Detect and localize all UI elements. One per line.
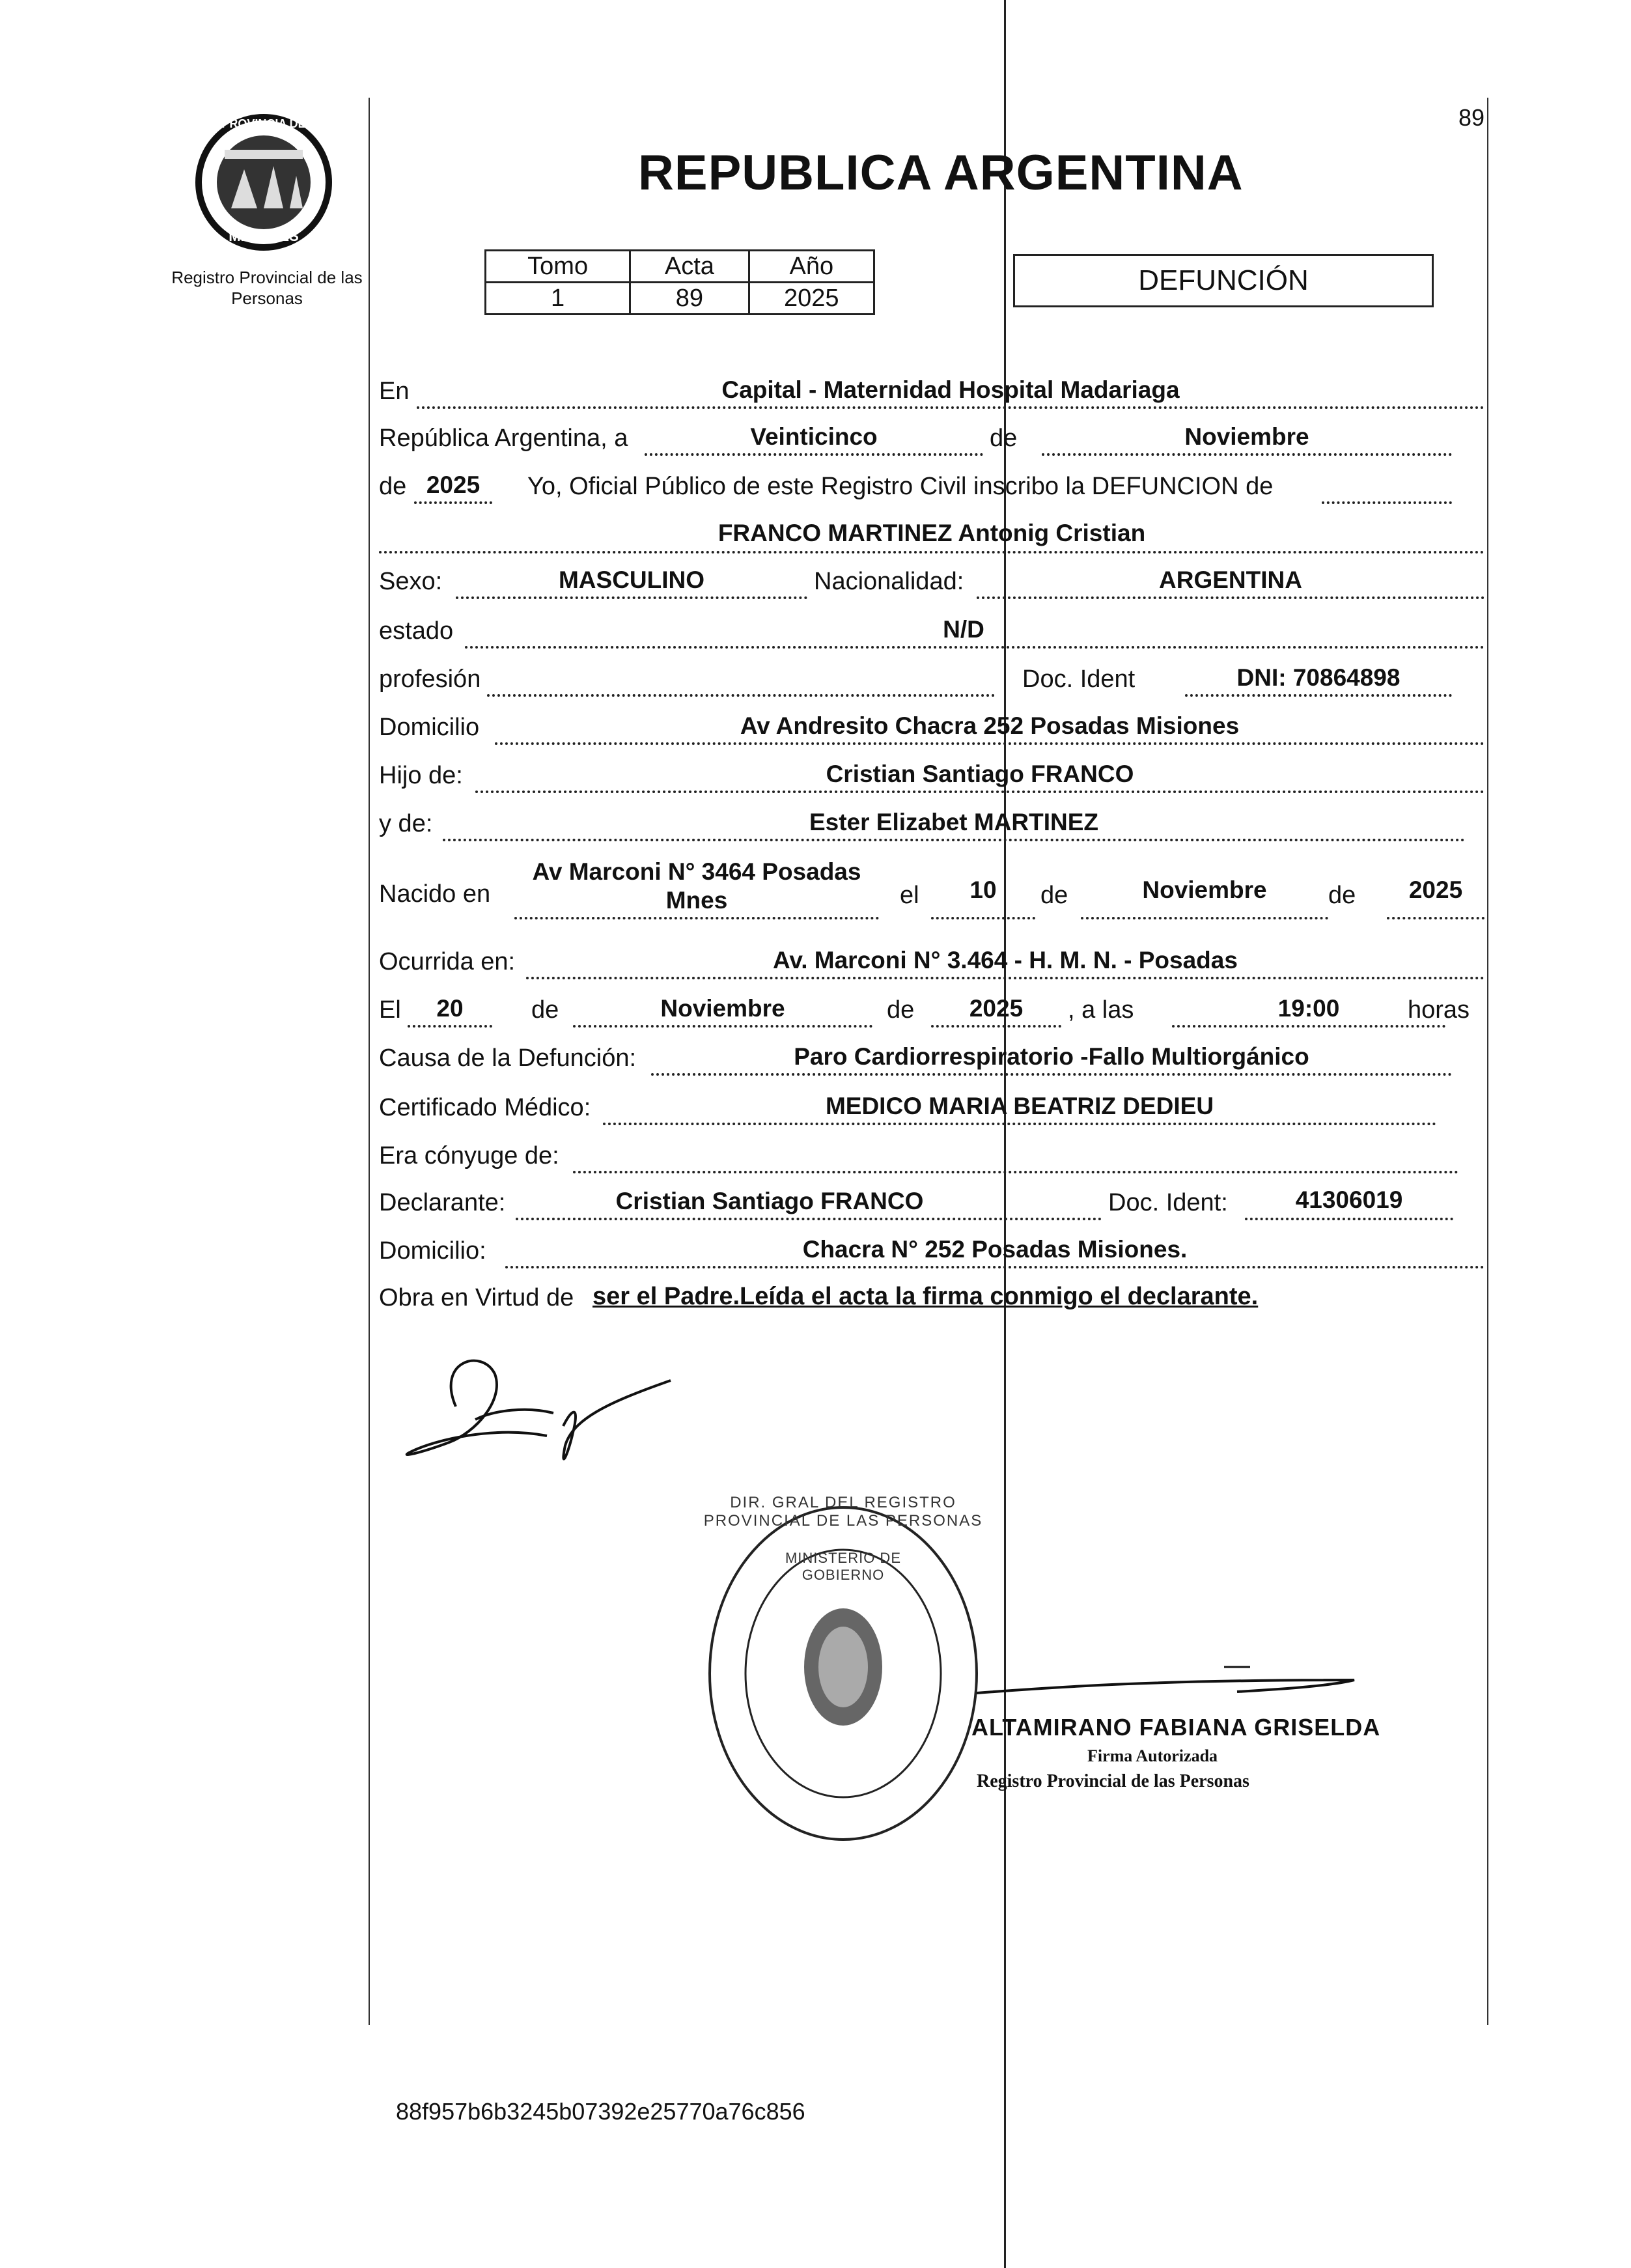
doc-ident-label2: Doc. Ident: <box>1108 1189 1228 1216</box>
table-value-acta: 89 <box>630 283 749 315</box>
document-hash: 88f957b6b3245b07392e25770a76c856 <box>396 2098 805 2125</box>
year-value: 2025 <box>426 471 481 498</box>
signatory-title: Firma Autorizada <box>1087 1746 1218 1765</box>
death-year: 2025 <box>969 995 1024 1022</box>
obra-value: ser el Padre.Leída el acta la firma conmigo el declarante. <box>592 1283 1259 1310</box>
signatory-name: ALTAMIRANO FABIANA GRISELDA <box>971 1714 1381 1741</box>
country-title: REPUBLICA ARGENTINA <box>638 145 1244 201</box>
nacido-place-line1: Av Marconi N° 3464 Posadas <box>532 858 861 885</box>
obra-label: Obra en Virtud de <box>379 1284 574 1311</box>
en-label: En <box>379 378 410 405</box>
official-signature <box>964 1654 1367 1706</box>
birth-year: 2025 <box>1408 876 1463 903</box>
profesion-label: profesión <box>379 665 481 693</box>
birth-day: 10 <box>969 876 997 903</box>
republica-label: República Argentina, a <box>379 425 628 452</box>
table-header-tomo: Tomo <box>486 251 630 283</box>
page-number: 89 <box>1458 104 1485 131</box>
certificado-value: MEDICO MARIA BEATRIZ DEDIEU <box>825 1093 1214 1119</box>
yde-label: y de: <box>379 810 433 837</box>
left-margin-rule <box>369 98 370 2025</box>
logo-text-bottom: MISIONES <box>229 228 299 244</box>
de-label5: de <box>531 996 559 1024</box>
alas-label: , a las <box>1068 996 1134 1024</box>
domicilio-value: Av Andresito Chacra 252 Posadas Misiones <box>740 712 1240 739</box>
de-label2: de <box>379 473 407 500</box>
officer-text: Yo, Oficial Público de este Registro Civil inscribo la DEFUNCION de <box>527 473 1274 500</box>
nacionalidad-value: ARGENTINA <box>1159 567 1302 593</box>
causa-value: Paro Cardiorrespiratorio -Fallo Multiorgánico <box>794 1043 1309 1070</box>
right-margin-rule <box>1487 98 1488 2025</box>
declarante-value: Cristian Santiago FRANCO <box>615 1188 924 1214</box>
conyuge-label: Era cónyuge de: <box>379 1142 559 1169</box>
declarante-doc: 41306019 <box>1295 1186 1403 1213</box>
horas-label: horas <box>1408 996 1470 1024</box>
sexo-label: Sexo: <box>379 568 443 595</box>
ocurrida-value: Av. Marconi N° 3.464 - H. M. N. - Posadas <box>773 947 1238 973</box>
yde-value: Ester Elizabet MARTINEZ <box>809 809 1099 835</box>
doc-type-box <box>1013 254 1434 307</box>
domicilio-label: Domicilio <box>379 714 480 741</box>
en-value: Capital - Maternidad Hospital Madariaga <box>721 376 1180 403</box>
estado-value: N/D <box>943 616 984 643</box>
official-seal <box>697 1491 990 1856</box>
register-table <box>484 249 875 315</box>
de-label6: de <box>887 996 915 1024</box>
birth-month: Noviembre <box>1142 876 1267 903</box>
ocurrida-label: Ocurrida en: <box>379 948 516 975</box>
death-month: Noviembre <box>660 995 785 1022</box>
domicilio-value2: Chacra N° 252 Posadas Misiones. <box>802 1236 1188 1263</box>
domicilio-label2: Domicilio: <box>379 1237 486 1265</box>
day-value: Veinticinco <box>750 423 878 450</box>
nacido-label: Nacido en <box>379 880 491 908</box>
de-label: de <box>990 425 1018 452</box>
nacionalidad-label: Nacionalidad: <box>814 568 964 595</box>
nacido-place-line2: Mnes <box>665 887 728 914</box>
seal-inner-text: MINISTERIO DE GOBIERNO <box>785 1550 901 1583</box>
province-logo <box>192 111 335 254</box>
logo-text-top: PROVINCIA DE <box>221 117 306 130</box>
certificado-label: Certificado Médico: <box>379 1094 591 1121</box>
de-label3: de <box>1040 882 1068 909</box>
hijo-label: Hijo de: <box>379 762 463 789</box>
sexo-value: MASCULINO <box>558 567 705 593</box>
causa-label: Causa de la Defunción: <box>379 1044 637 1072</box>
month-value: Noviembre <box>1184 423 1309 450</box>
death-day: 20 <box>436 995 464 1022</box>
doc-ident-value: DNI: 70864898 <box>1236 664 1401 691</box>
hijo-value: Cristian Santiago FRANCO <box>826 761 1134 787</box>
death-time: 19:00 <box>1277 995 1340 1022</box>
table-value-anio: 2025 <box>749 283 874 315</box>
el-label: el <box>900 882 919 909</box>
el-label2: El <box>379 996 401 1024</box>
de-label4: de <box>1328 882 1356 909</box>
fold-line <box>1004 0 1006 2268</box>
seal-outer-text: DIR. GRAL DEL REGISTRO PROVINCIAL DE LAS PERSONAS <box>703 1494 983 1530</box>
declarante-label: Declarante: <box>379 1189 506 1216</box>
table-value-tomo: 1 <box>486 283 630 315</box>
doc-ident-label: Doc. Ident <box>1022 665 1136 693</box>
doc-type: DEFUNCIÓN <box>1138 264 1309 296</box>
table-header-acta: Acta <box>630 251 749 283</box>
declarant-signature <box>397 1348 690 1472</box>
table-header-anio: Año <box>749 251 874 283</box>
deceased-name: FRANCO MARTINEZ Antonig Cristian <box>718 520 1146 546</box>
registry-label: Registro Provincial de las Personas <box>171 268 363 308</box>
estado-label: estado <box>379 617 454 645</box>
signatory-office: Registro Provincial de las Personas <box>977 1771 1249 1791</box>
